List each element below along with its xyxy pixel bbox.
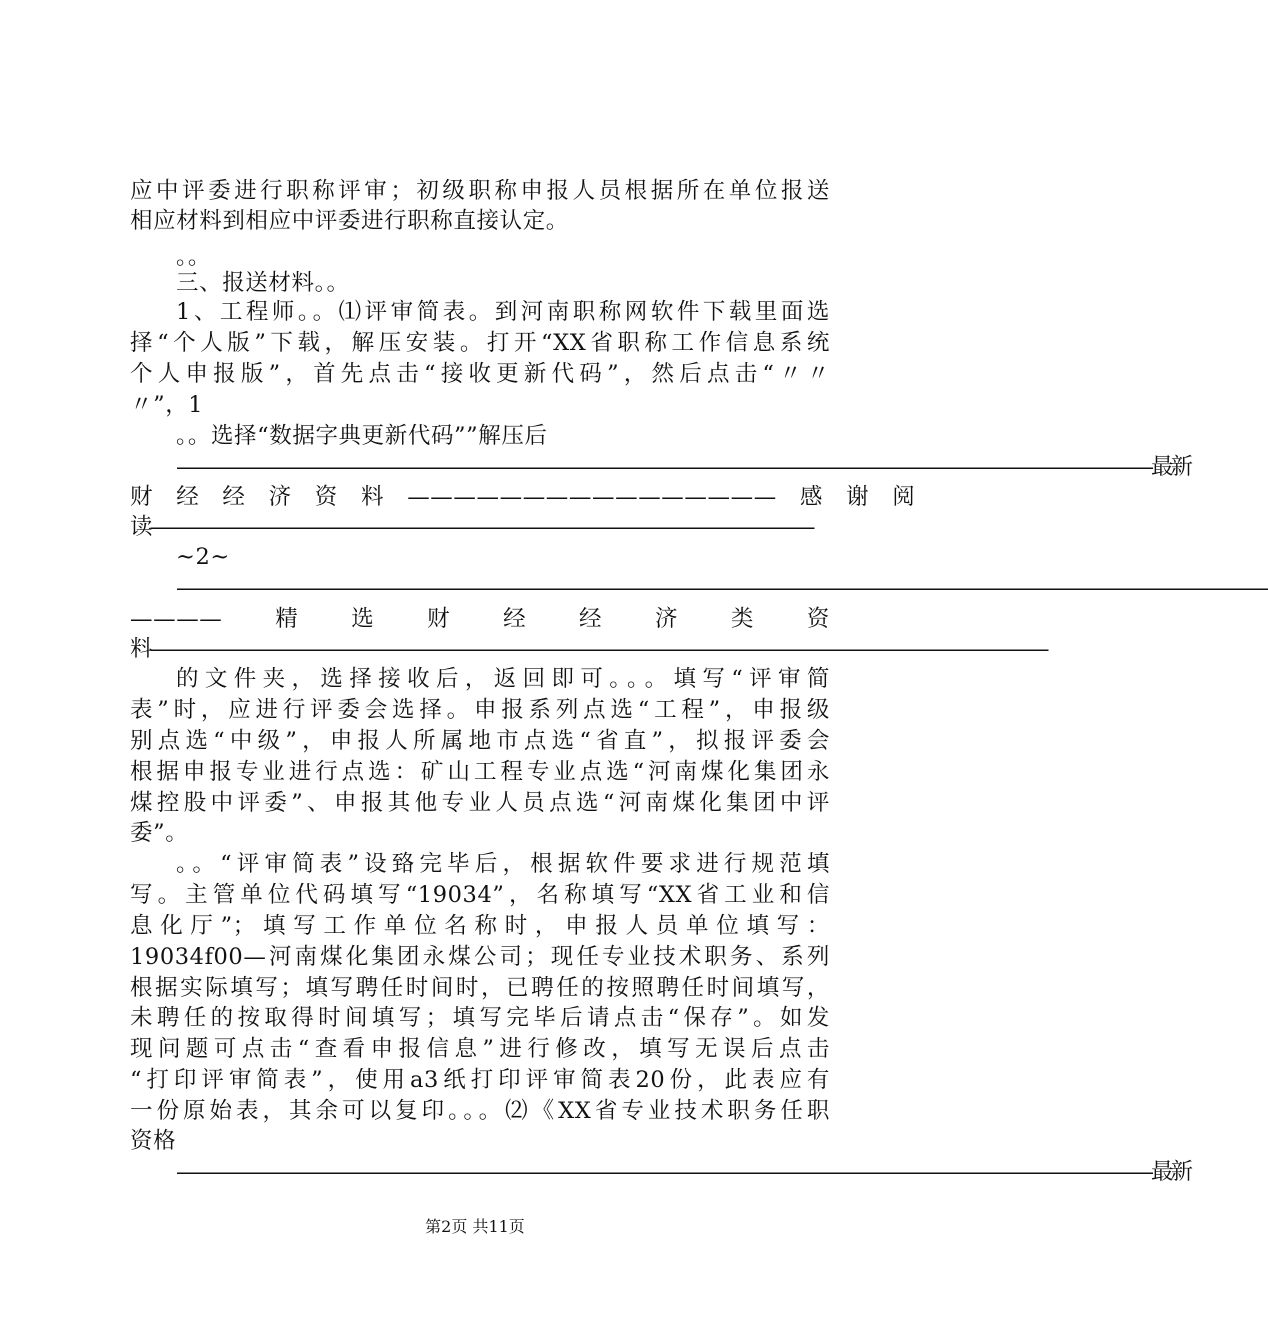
- text-line: 相应材料到相应中评委进行职称直接认定。: [130, 208, 569, 234]
- watermark-line: 财 经 经 济 资 料 ———————————————— 感 谢 阅: [130, 484, 916, 510]
- text-line: 根据申报专业进行点选：矿山工程专业点选“河南煤化集团永: [130, 759, 830, 785]
- separator-line: ——————————————————————————————————————————————————最新: [176, 1159, 1191, 1185]
- text-line: 的文件夹，选择接收后，返回即可。。。填写“评审简: [176, 666, 830, 692]
- text-line: 19034f00—河南煤化集团永煤公司；现任专业技术职务、系列: [130, 944, 830, 970]
- text-line: 一份原始表，其余可以复印。。。⑵《XX省专业技术职务任职: [130, 1098, 830, 1124]
- text-line: 个人申报版”，首先点击“接收更新代码”，然后点击“〃〃: [130, 361, 830, 387]
- watermark-line: ———— 精 选 财 经 经 济 类 资: [130, 606, 830, 632]
- text-line: 息化厅”；填写工作单位名称时，申报人员单位填写：: [130, 913, 830, 939]
- text-line: 1、工程师。。⑴评审简表。到河南职称网软件下载里面选: [176, 299, 830, 325]
- text-line: 应中评委进行职称评审；初级职称申报人员根据所在单位报送: [130, 178, 830, 204]
- text-line: 〃”，1: [130, 392, 204, 418]
- text-line: 现问题可点击“查看申报信息”进行修改，填写无误后点击: [130, 1036, 830, 1062]
- text-line: 根据实际填写；填写聘任时间时，已聘任的按照聘任时间填写，: [130, 975, 830, 1001]
- text-line: 。。选择“数据字典更新代码””解压后: [176, 423, 548, 449]
- watermark-line: 读——————————————————————————————————: [130, 514, 813, 540]
- text-line: 择“个人版”下载，解压安装。打开“XX省职称工作信息系统: [130, 330, 830, 356]
- text-line: 写。主管单位代码填写“19034”，名称填写“XX省工业和信: [130, 882, 830, 908]
- text-line: 资格: [130, 1128, 177, 1154]
- watermark-line: 料——————————————————————————————————————————————: [130, 636, 1047, 662]
- separator-line: ————————————————————————————————————————————————————————: [176, 575, 1268, 601]
- text-line: 别点选“中级”，申报人所属地市点选“省直”，拟报评委会: [130, 728, 830, 754]
- text-line: 委”。: [130, 820, 189, 846]
- text-line: 未聘任的按取得时间填写；填写完毕后请点击“保存”。如发: [130, 1005, 830, 1031]
- text-line: 煤控股中评委”、申报其他专业人员点选“河南煤化集团中评: [130, 790, 830, 816]
- text-line: 。。“评审简表”设臵完毕后，根据软件要求进行规范填: [176, 851, 830, 877]
- page-footer: 第2页 共11页: [425, 1217, 525, 1236]
- page-marker: ~2~: [176, 544, 230, 570]
- text-line: “打印评审简表”，使用a3纸打印评审简表20份，此表应有: [130, 1067, 830, 1093]
- text-line: 。。: [176, 244, 211, 270]
- separator-line: ——————————————————————————————————————————————————最新: [176, 454, 1191, 480]
- section-heading: 三、报送材料。。: [176, 270, 350, 296]
- text-line: 表”时，应进行评委会选择。申报系列点选“工程”，申报级: [130, 697, 830, 723]
